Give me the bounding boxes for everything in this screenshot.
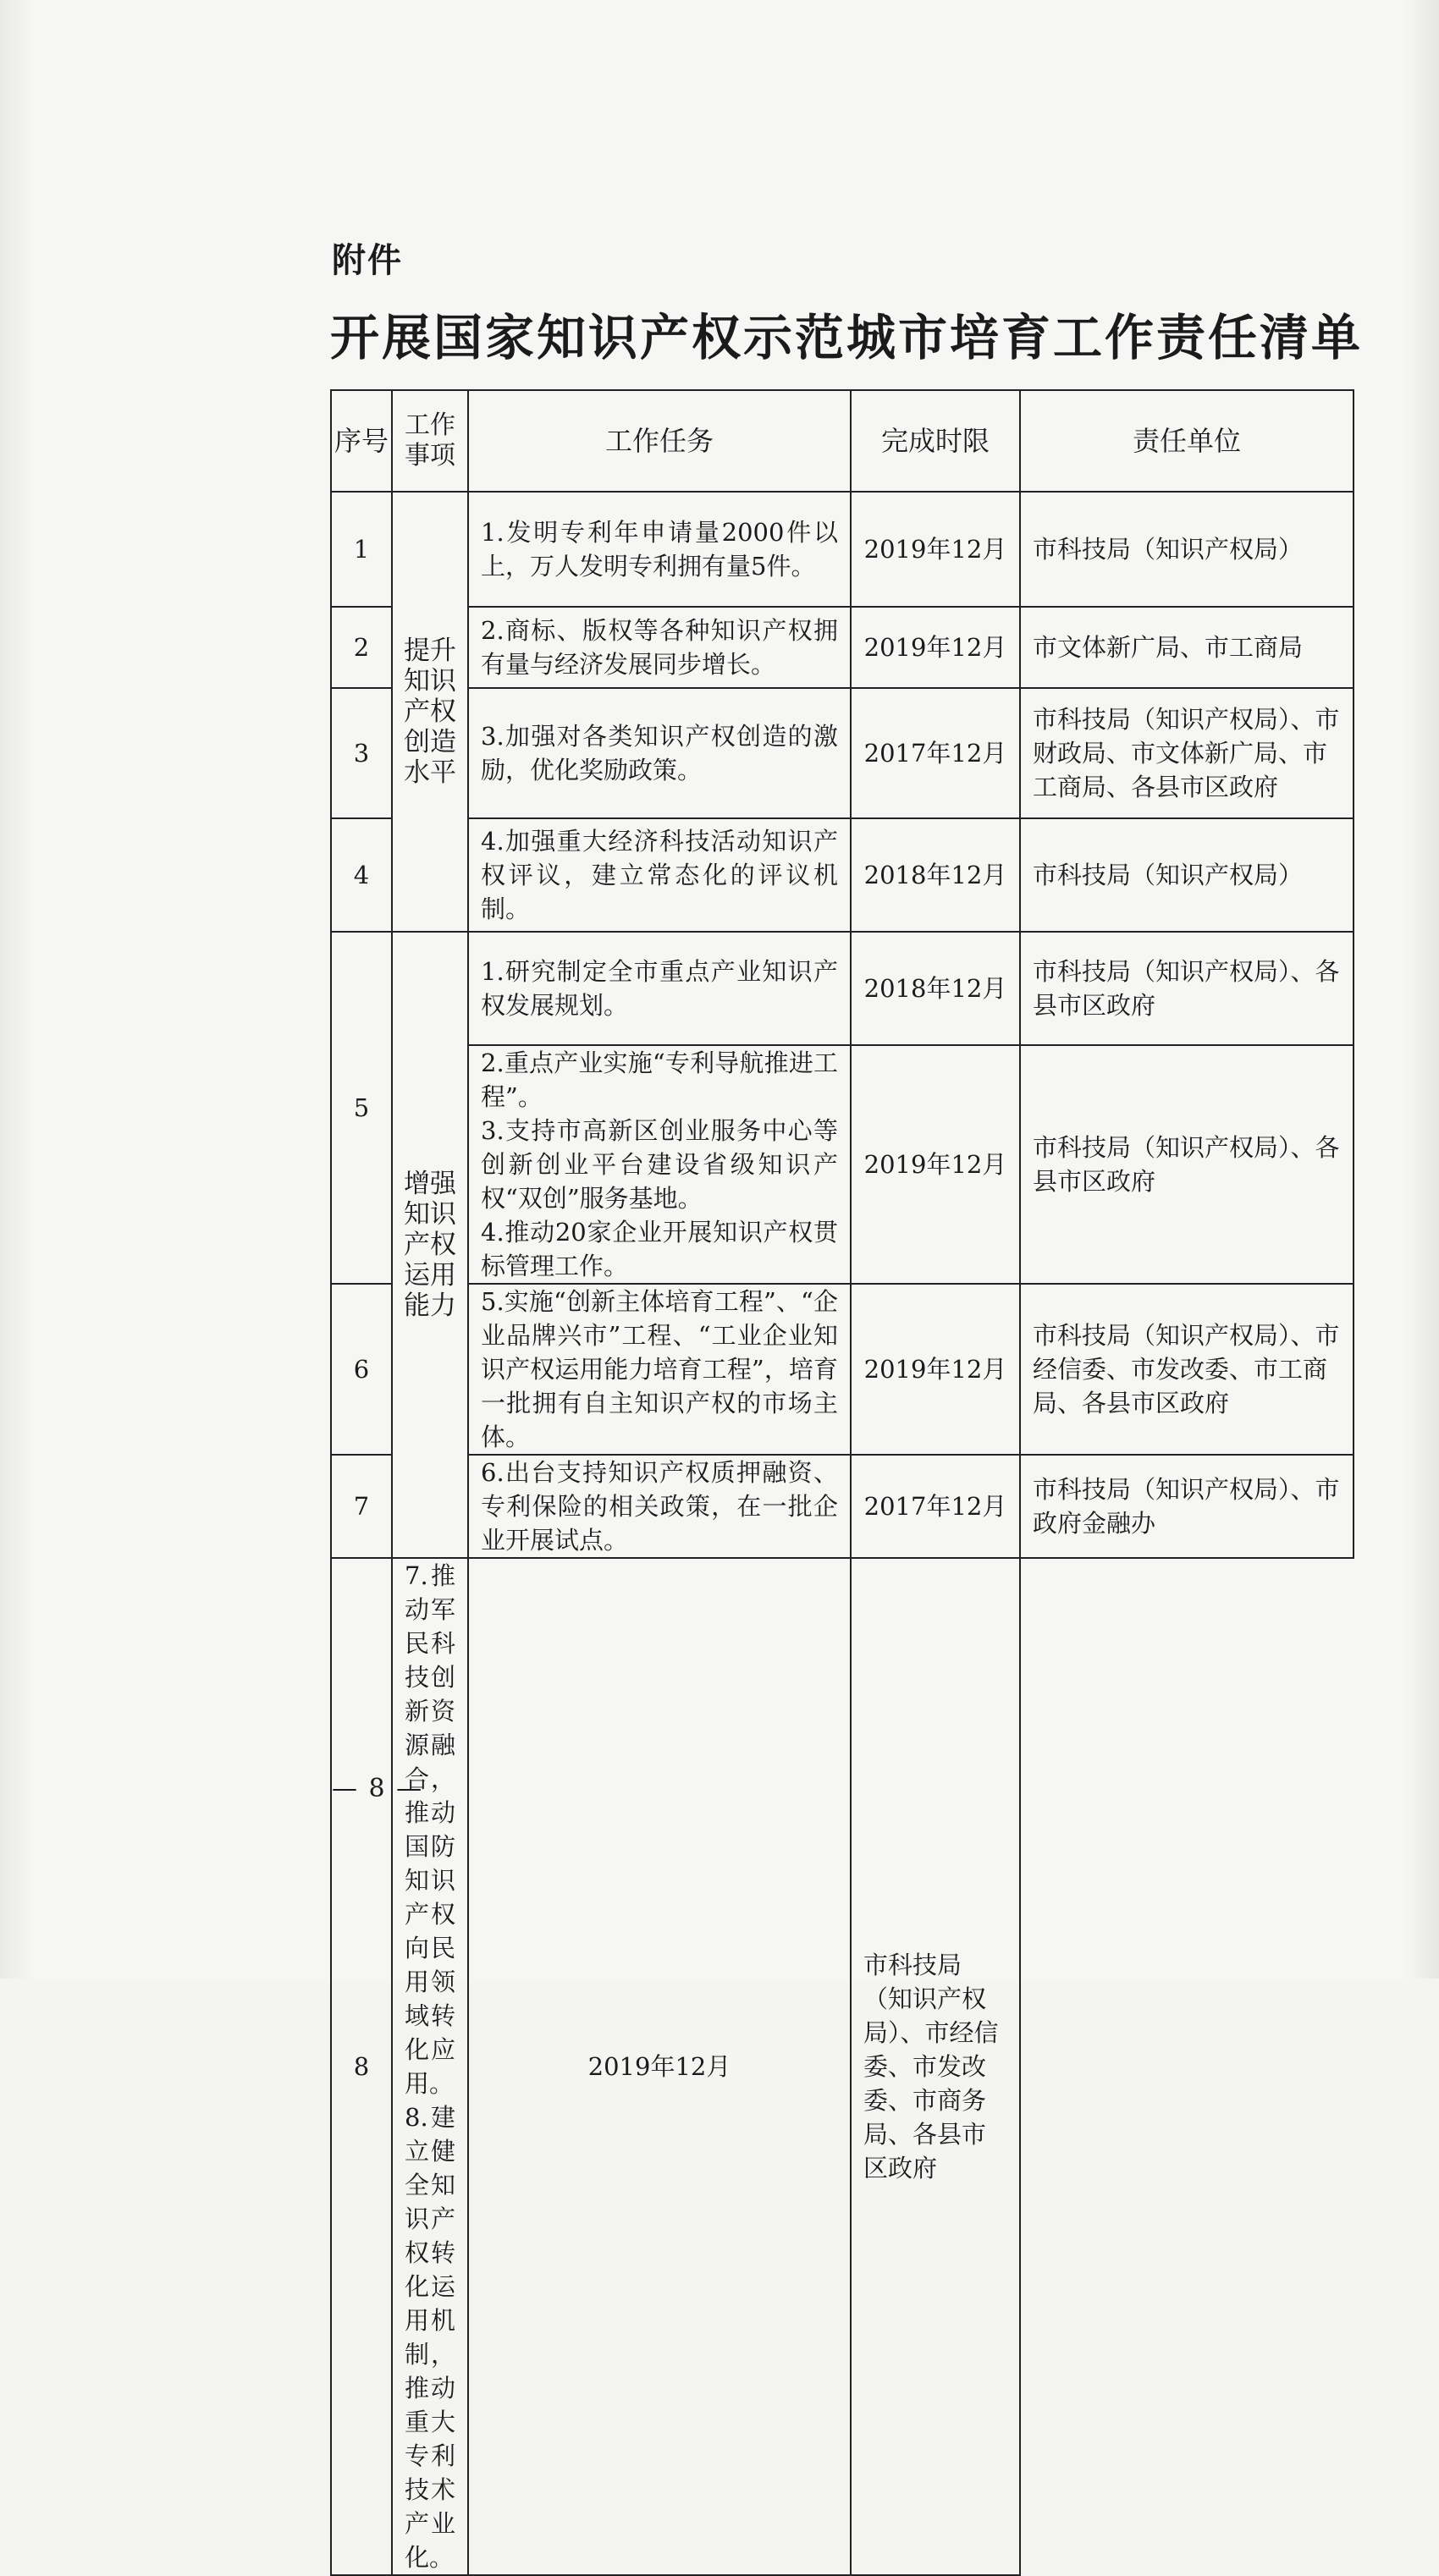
page-number: — 8 —: [332, 1774, 424, 1803]
task-text: 8.建立健全知识产权转化运用机制，推动重大专利技术产业化。: [405, 2103, 455, 2572]
task-cell: [468, 818, 851, 932]
task-text: 3.加强对各类知识产权创造的激励，优化奖励政策。: [481, 722, 838, 784]
row-number: 3: [331, 688, 392, 818]
task-cell: [468, 1284, 851, 1455]
table-header-row: [331, 390, 1354, 492]
header-no: 序号: [331, 390, 392, 492]
table-row: [331, 1558, 1354, 2575]
task-cell: [468, 932, 851, 1045]
task-cell: [392, 1558, 468, 2575]
task-text: 2.商标、版权等各种知识产权拥有量与经济发展同步增长。: [481, 616, 838, 679]
task-text: 5.实施“创新主体培育工程”、“企业品牌兴市”工程、“工业企业知识产权运用能力培育工程”，培育一批拥有自主知识产权的市场主体。: [481, 1287, 838, 1451]
header-deadline: 完成时限: [851, 390, 1020, 492]
task-cell: [468, 688, 851, 818]
task-text: 3.支持市高新区创业服务中心等创新创业平台建设省级知识产权“双创”服务基地。: [481, 1116, 838, 1213]
row-number: 7: [331, 1455, 392, 1558]
unit-cell: 市科技局（知识产权局）、市经信委、市发改委、市工商局、各县市区政府: [1020, 1284, 1354, 1455]
table-row: [331, 1284, 1354, 1455]
table-row: [331, 1045, 1354, 1284]
task-cell: [468, 1045, 851, 1284]
table-row: [331, 932, 1354, 1045]
header-task: 工作任务: [468, 390, 851, 492]
deadline-cell: 2019年12月: [851, 1045, 1020, 1284]
task-text: 6.出台支持知识产权质押融资、专利保险的相关政策，在一批企业开展试点。: [481, 1458, 838, 1555]
task-text: 4.推动20家企业开展知识产权贯标管理工作。: [481, 1218, 838, 1280]
unit-cell: 市科技局（知识产权局）、各县市区政府: [1020, 932, 1354, 1045]
unit-cell: 市科技局（知识产权局）、各县市区政府: [1020, 1045, 1354, 1284]
row-number: 2: [331, 607, 392, 688]
deadline-cell: 2018年12月: [851, 818, 1020, 932]
table-row: [331, 818, 1354, 932]
task-text: 2.重点产业实施“专利导航推进工程”。: [481, 1049, 838, 1111]
task-cell: [468, 1455, 851, 1558]
work-item-group: 增强知识产权运用能力: [392, 932, 468, 1558]
task-cell: [468, 492, 851, 607]
row-number: 1: [331, 492, 392, 607]
task-cell: [468, 607, 851, 688]
table-row: [331, 492, 1354, 607]
unit-cell: 市科技局（知识产权局）、市政府金融办: [1020, 1455, 1354, 1558]
unit-cell: 市科技局（知识产权局）、市经信委、市发改委、市商务局、各县市区政府: [851, 1558, 1020, 2575]
task-text: 1.发明专利年申请量2000件以上，万人发明专利拥有量5件。: [481, 518, 838, 581]
task-text: 7.推动军民科技创新资源融合，推动国防知识产权向民用领域转化应用。: [405, 1561, 455, 2098]
attachment-label: 附件: [332, 241, 403, 280]
unit-cell: 市科技局（知识产权局）: [1020, 492, 1354, 607]
document-title: 开展国家知识产权示范城市培育工作责任清单: [330, 309, 1364, 366]
deadline-cell: 2018年12月: [851, 932, 1020, 1045]
unit-cell: 市科技局（知识产权局）、市财政局、市文体新广局、市工商局、各县市区政府: [1020, 688, 1354, 818]
deadline-cell: 2017年12月: [851, 1455, 1020, 1558]
header-unit: 责任单位: [1020, 390, 1354, 492]
row-number: 6: [331, 1284, 392, 1455]
deadline-cell: 2017年12月: [851, 688, 1020, 818]
deadline-cell: 2019年12月: [468, 1558, 851, 2575]
table-row: [331, 1455, 1354, 1558]
row-number: 8: [331, 1558, 392, 2575]
responsibility-table: [330, 389, 1354, 2576]
row-number: 4: [331, 818, 392, 932]
work-item-group: 提升知识产权创造水平: [392, 492, 468, 932]
deadline-cell: 2019年12月: [851, 492, 1020, 607]
table-row: [331, 607, 1354, 688]
task-text: 1.研究制定全市重点产业知识产权发展规划。: [481, 957, 838, 1020]
unit-cell: 市文体新广局、市工商局: [1020, 607, 1354, 688]
deadline-cell: 2019年12月: [851, 607, 1020, 688]
header-item: 工作事项: [392, 390, 468, 492]
unit-cell: 市科技局（知识产权局）: [1020, 818, 1354, 932]
row-number: 5: [331, 932, 392, 1284]
table-row: [331, 688, 1354, 818]
deadline-cell: 2019年12月: [851, 1284, 1020, 1455]
task-text: 4.加强重大经济科技活动知识产权评议，建立常态化的评议机制。: [481, 827, 838, 923]
